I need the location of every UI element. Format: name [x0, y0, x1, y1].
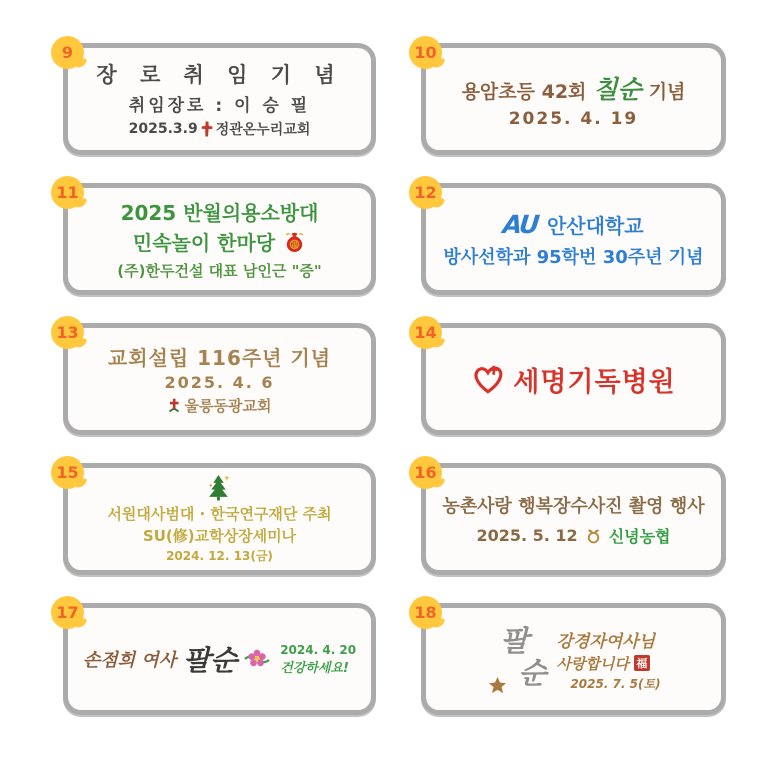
- donor-line: (주)한두건설 대표 남인근 "증": [117, 262, 322, 280]
- subtitle-line: 방사선학과 95학번 30주년 기념: [443, 246, 704, 268]
- card-18-content: [486, 621, 660, 697]
- badge-number: 15: [56, 463, 79, 482]
- title-line: [503, 210, 643, 239]
- card-13-content: [108, 342, 331, 416]
- card-9-content: [96, 59, 342, 139]
- badge-number: 18: [414, 603, 437, 622]
- au-university-logo: AU: [501, 209, 540, 239]
- card-12-content: [443, 210, 703, 269]
- subtitle-line: 취임장로 : 이 승 필: [128, 96, 311, 116]
- title-line: [462, 70, 686, 106]
- subtitle-line: [133, 227, 306, 256]
- love-line: [556, 653, 649, 674]
- date-wish-block: [280, 643, 356, 676]
- fortune-seal-stamp: 福: [634, 655, 650, 671]
- wish-text: 건강하세요!: [280, 660, 349, 676]
- script-char-top: 팔: [500, 624, 529, 658]
- date-text: 2024. 4. 20: [280, 642, 357, 657]
- badge-number: 12: [414, 183, 437, 202]
- sample-card-12[interactable]: [414, 183, 726, 295]
- message-block: [556, 627, 660, 692]
- badge-number: 13: [56, 323, 79, 342]
- date-text: 2025. 4. 19: [508, 108, 639, 129]
- badge-number: 11: [56, 183, 79, 202]
- sample-card-14[interactable]: [414, 323, 726, 435]
- cross-icon: [168, 398, 180, 413]
- church-name: 울릉동광교회: [184, 397, 272, 415]
- card-16-content: [442, 492, 704, 547]
- university-name: 안산대학교: [546, 213, 644, 238]
- sample-card-13[interactable]: [56, 323, 376, 435]
- card-number-badge: [409, 456, 442, 489]
- subtitle-text: 민속놀이 한마당: [132, 231, 276, 255]
- card-number-badge: [409, 176, 442, 209]
- sample-card-9[interactable]: [63, 43, 376, 155]
- heart-cross-icon: [471, 363, 507, 395]
- date-text: 2025. 7. 5(토): [570, 676, 661, 691]
- card-number-badge: [51, 36, 84, 69]
- card-number-badge: [51, 456, 84, 489]
- sample-card-18[interactable]: [414, 603, 726, 715]
- sample-card-16[interactable]: [414, 463, 726, 575]
- church-name: 정관온누리교회: [215, 122, 311, 138]
- script-word: 팔순: [183, 644, 238, 677]
- badge-number: 14: [414, 323, 437, 342]
- date-org-line: [476, 524, 670, 547]
- badge-number: 9: [61, 43, 74, 62]
- honoree-name: 강경자여사님: [556, 631, 655, 652]
- svg-text:福: 福: [291, 240, 298, 249]
- sample-card-10[interactable]: [414, 43, 726, 155]
- script-char-bottom: 순: [518, 656, 547, 690]
- sample-card-15[interactable]: [56, 463, 376, 575]
- badge-number: 10: [414, 43, 437, 62]
- flower-icon: [244, 648, 270, 670]
- date-text: 2025. 4. 6: [164, 373, 275, 392]
- sample-card-17[interactable]: [56, 603, 376, 715]
- love-text: 사랑합니다: [556, 654, 629, 673]
- sample-card-grid: [56, 43, 726, 715]
- christmas-tree-icon: [206, 474, 233, 501]
- card-11-content: [117, 197, 321, 281]
- hospital-name: 세명기독병원: [513, 366, 676, 398]
- title-line: 장 로 취 임 기 념: [96, 63, 343, 87]
- honoree-name: 손점희 여사: [82, 650, 177, 671]
- card-number-badge: [51, 316, 84, 349]
- date-text: 2024. 12. 13(금): [166, 549, 273, 563]
- script-word: 칠순: [593, 74, 642, 104]
- sample-card-11[interactable]: [56, 183, 376, 295]
- card-number-badge: [51, 176, 84, 209]
- date-line: [129, 119, 311, 139]
- card-number-badge: [409, 36, 442, 69]
- title-line: 교회설립 116주년 기념: [107, 346, 332, 370]
- coop-name: 신녕농협: [608, 526, 671, 546]
- host-line: 서원대사범대 · 한국연구재단 주최: [107, 505, 332, 523]
- star-flower-icon: [488, 676, 507, 695]
- card-17-content: [83, 639, 356, 679]
- church-line: [168, 395, 272, 416]
- card-10-content: [462, 70, 686, 129]
- title-line: 농촌사랑 행복장수사진 촬영 행사: [442, 495, 705, 517]
- title-pre: 용암초등 42회: [461, 80, 587, 103]
- date-text: 2025. 5. 12: [476, 525, 578, 545]
- nh-sprout-icon: [585, 527, 602, 544]
- title-line: 2025 반월의용소방대: [120, 201, 319, 225]
- card-15-content: [107, 474, 331, 564]
- title-post: 기념: [648, 80, 686, 103]
- fortune-bag-icon: [283, 230, 306, 253]
- badge-number: 17: [56, 603, 79, 622]
- card-14-content: [471, 360, 676, 399]
- cross-icon: [201, 121, 213, 137]
- date-text: 2025.3.9: [128, 121, 198, 137]
- seminar-line: SU(修)교학상장세미나: [142, 527, 297, 545]
- card-number-badge: [51, 596, 84, 629]
- card-number-badge: [409, 316, 442, 349]
- badge-number: 16: [414, 463, 437, 482]
- card-number-badge: [409, 596, 442, 629]
- script-word-block: [486, 621, 546, 697]
